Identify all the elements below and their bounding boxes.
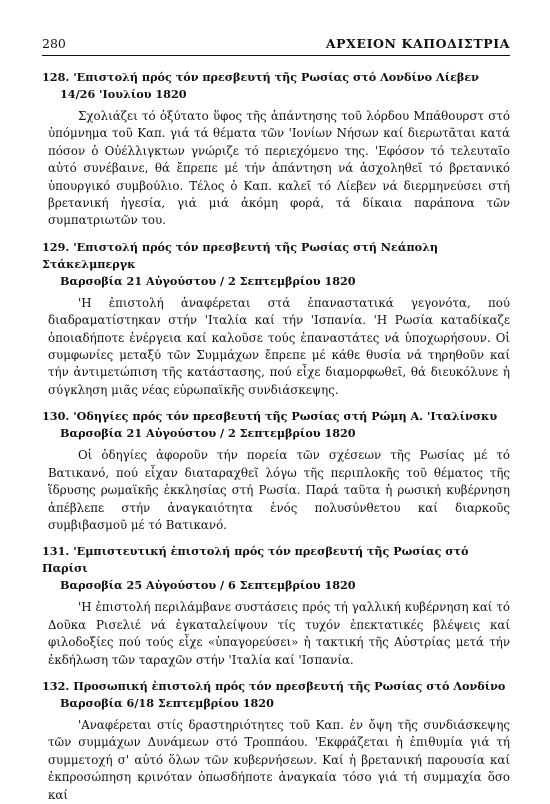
entry-heading <box>42 408 510 425</box>
running-title: ΑΡΧΕΙΟΝ ΚΑΠΟΔΙΣΤΡΙΑ <box>325 36 510 51</box>
entry-title: 'Οδηγίες πρός τόν πρεσβευτή τῆς Ρωσίας στή Ρώμη Α. 'Ιταλίνσκυ <box>73 409 498 424</box>
entry-summary: 'Η ἐπιστολή ἀναφέρεται στά ἐπαναστατικά γεγονότα, πού διαδραματίστηκαν στήν 'Ιταλία καί τήν 'Ισπανία. 'Η Ρωσία καταδίκαζε ὁποιαδήποτε ἐνέργεια καί καλοῦσε τούς ἐπαναστάτες νά ὑποχωρήσουν. Οἱ συμφωνίες μεταξύ τῶν Συμμάχων ἔπρεπε μέ κάθε θυσία νά τηρηθοῦν καί τήν ἀντιμετώπιση τῆς κατάστασης, πού εἶχε διαμορφωθεῖ, θά διευκόλυνε ἡ σύγκληση μιᾶς νέας εὐρωπαϊκῆς συνδιάσκεψης. <box>48 295 510 397</box>
entry-heading <box>42 239 510 273</box>
entry-title: 'Επιστολή πρός τόν πρεσβευτή τῆς Ρωσίας στό Λονδίνο Λίεβεν <box>73 70 479 84</box>
entry-number: 128. <box>42 70 70 84</box>
entry-132 <box>42 678 510 804</box>
entry-128 <box>42 69 510 230</box>
header-rule <box>42 55 510 56</box>
entry-summary: Σχολιάζει τό ὀξύτατο ὕφος τῆς ἀπάντησης τοῦ λόρδου Μπάθουρστ στό ὑπόμνημα τοῦ Καπ. γιά τά θέματα τῶν 'Ιονίων Νήσων καί διερωτᾶται κατά πόσον ὁ Οὐέλλιγκτων γνώριζε τό περιεχόμενο της. 'Εφόσον τό τελευταῖο αὐτό συνέβαινε, θά ἔπρεπε μέ τήν ἀπάντηση νά ἀσχοληθεῖ τό βρετανικό ὑπουργικό συμβούλιο. Τέλος ὁ Καπ. καλεῖ τό Λίεβεν νά διερμηνεύσει στή βρετανική ἡγεσία, γιά μιά ἀκόμη φορά, τά δίκαια παράπονα τῶν συμπατριωτῶν του. <box>48 109 510 228</box>
entry-date: Βαρσοβία 21 Αὐγούστου / 2 Σεπτεμβρίου 1820 <box>60 426 356 441</box>
entry-heading <box>42 678 510 695</box>
entry-title: 'Εμπιστευτική ἐπιστολή πρός τόν πρεσβευτή τῆς Ρωσίας στό Παρίσι <box>42 544 469 576</box>
entry-date: Βαρσοβία 6/18 Σεπτεμβρίου 1820 <box>60 695 274 710</box>
entry-130 <box>42 408 510 534</box>
entry-title: 'Επιστολή πρός τόν πρεσβευτή τῆς Ρωσίας στή Νεάπολη Στάκελμπεργκ <box>42 239 439 271</box>
entry-129 <box>42 239 510 399</box>
entry-summary: 'Η ἐπιστολή περιλάμβανε συστάσεις πρός τή γαλλική κυβέρνηση καί τό Δοῦκα Ρισελιέ νά ἐγκαταλείψουν τίς τυχόν ἐπεκτατικές βλέψεις καί φιλοδοξίες πού τούς εἶχε «ὑπαγορεύσει» ἡ τακτική τῆς Αὐστρίας μετά τήν ἐκδήλωση τῶν ταραχῶν στήν 'Ιταλία καί 'Ισπανία. <box>48 600 510 667</box>
entry-summary: Οἱ ὁδηγίες ἀφοροῦν τήν πορεία τῶν σχέσεων τῆς Ρωσίας μέ τό Βατικανό, πού εἶχαν διαταραχθεῖ λόγω τῆς περιπλοκῆς τοῦ θέματος τῆς ἵδρυσης ρωμαϊκῆς ἐκκλησίας στή Ρωσία. Παρά ταῦτα ἡ ρωσική κυβέρνηση ἀπέβλεπε στήν ἀναγκαιότητα ἑνός πολυσύνθετου καί διαρκοῦς συμβιβασμοῦ μέ τό Βατικανό. <box>48 448 510 532</box>
page-number: 280 <box>42 36 66 51</box>
entry-number: 130. <box>42 409 70 424</box>
entry-number: 131. <box>42 544 70 559</box>
entry-131 <box>42 543 510 669</box>
entry-date: Βαρσοβία 21 Αὐγούστου / 2 Σεπτεμβρίου 1820 <box>60 273 356 288</box>
entry-summary: 'Αναφέρεται στίς δραστηριότητες τοῦ Καπ. ἐν ὄψη τῆς συνδιάσκεψης τῶν συμμάχων Δυνάμεων στό Τροππάου. 'Εκφράζεται ἡ ἐπιθυμία γιά τή συμμετοχή σ' αὐτό ὅλων τῶν κυβερνήσεων. Καί ἡ βρετανική παρουσία καί ἐκπροσώπηση κρινόταν ὁπωσδήποτε ἀναγκαία τόσο γιά τή συμμαχία ὅσο καί <box>48 717 510 802</box>
entry-heading <box>42 69 510 86</box>
entry-number: 129. <box>42 239 70 254</box>
entry-heading <box>42 543 510 577</box>
entry-title: Προσωπική ἐπιστολή πρός τόν πρεσβευτή τῆς Ρωσίας στό Λονδίνο <box>73 678 506 693</box>
entry-number: 132. <box>42 678 70 693</box>
entry-date: Βαρσοβία 25 Αὐγούστου / 6 Σεπτεμβρίου 1820 <box>60 578 356 593</box>
entry-date: 14/26 'Ιουλίου 1820 <box>60 87 187 101</box>
running-header <box>42 36 510 51</box>
